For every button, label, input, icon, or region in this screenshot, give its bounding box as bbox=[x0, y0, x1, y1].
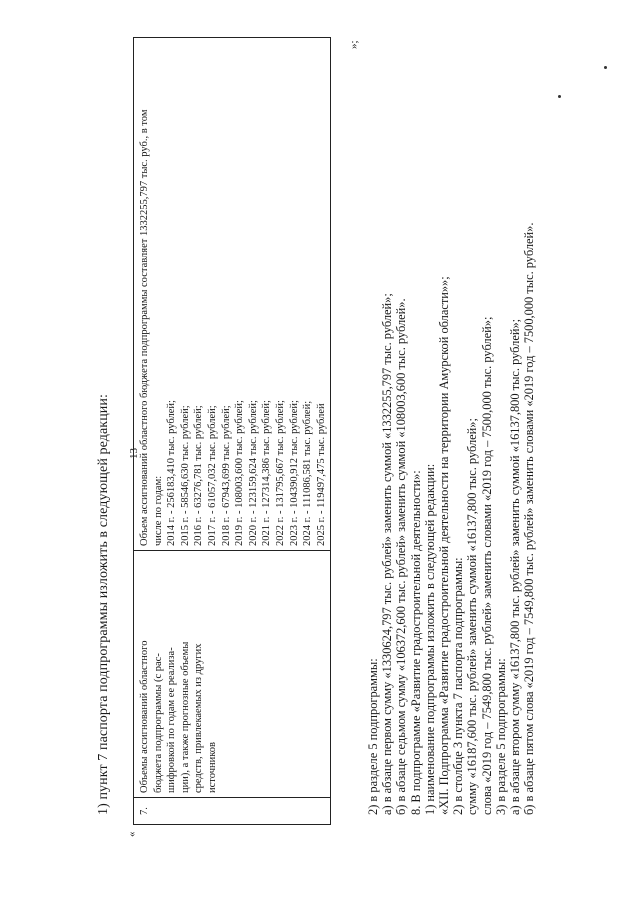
body-line: 1) наименование подпрограммы изложить в следующей редакции: bbox=[422, 463, 437, 815]
row-number-cell bbox=[134, 798, 331, 825]
funding-line: 2024 г. - 111086,581 тыс. рублей; bbox=[302, 400, 314, 546]
funding-cell bbox=[134, 38, 331, 551]
funding-line: 2022 г. - 131795,667 тыс. рублей; bbox=[274, 400, 286, 546]
funding-line: Объем ассигнований областного бюджета подпрограммы составляет 1332255,797 тыс. руб., в том bbox=[139, 109, 150, 546]
funding-line: 2016 г. - 63276,781 тыс. рублей; bbox=[193, 405, 205, 546]
body-line: а) в абзаце первом сумму «1330624,797 тыс. рублей» заменить суммой «1332255,797 тыс. рублей»; bbox=[380, 293, 395, 815]
section-heading: 1) пункт 7 паспорта подпрограммы изложить в следующей редакции: bbox=[96, 394, 111, 815]
description-cell bbox=[134, 551, 331, 798]
body-line: слова «2019 год – 7549,800 тыс. рублей» заменить словами «2019 год – 7500,000 тыс. рублей»; bbox=[479, 316, 494, 815]
funding-line: 2019 г. - 108003,600 тыс. рублей; bbox=[234, 400, 246, 546]
close-quote-mark: »; bbox=[348, 40, 360, 49]
open-quote-mark: « bbox=[126, 831, 138, 837]
body-line: сумму «16187,600 тыс. рублей» заменить суммой «16137,800 тыс. рублей»; bbox=[465, 418, 480, 815]
body-line: «XII. Подпрограмма «Развитие градостроительной деятельности на территории Амурской области»»; bbox=[437, 276, 452, 815]
table-row bbox=[134, 38, 331, 825]
body-line: а) в абзаце втором сумму «16137,800 тыс. рублей» заменить суммой «16137,800 тыс. рублей»; bbox=[508, 318, 523, 815]
page-number: 13 bbox=[128, 448, 140, 459]
description-line: Объемы ассигнований областного bbox=[139, 640, 150, 793]
body-line: 2) в столбце 3 пункта 7 паспорта подпрограммы: bbox=[451, 557, 466, 815]
description-line: источников bbox=[206, 741, 218, 793]
description-line: средств, привлекаемых из других bbox=[193, 643, 205, 793]
scan-speck bbox=[604, 66, 607, 69]
body-line: б) в абзаце пятом слова «2019 год – 7549,800 тыс. рублей» заменить словами «2019 год – 7500,000 тыс. рублей». bbox=[522, 222, 537, 815]
body-line: 8. В подпрограмме «Развитие градостроительной деятельности»: bbox=[408, 470, 423, 815]
funding-line: 2015 г. - 58546,630 тыс. рублей; bbox=[179, 405, 191, 546]
row-number: 7. bbox=[139, 807, 150, 815]
funding-line: 2020 г. - 123159,624 тыс. рублей; bbox=[247, 400, 259, 546]
funding-line: 2017 г. - 61057,032 тыс. рублей; bbox=[206, 405, 218, 546]
passport-table bbox=[133, 37, 331, 825]
body-line: 3) в разделе 5 подпрограммы: bbox=[493, 658, 508, 815]
funding-line: числе по годам: bbox=[152, 475, 164, 546]
funding-line: 2018 г. - 67943,699 тыс. рублей; bbox=[220, 405, 232, 546]
funding-line: 2021 г. - 127314,386 тыс. рублей; bbox=[261, 400, 273, 546]
body-line: б) в абзаце седьмом сумму «106372,600 тыс. рублей» заменить суммой «108003,600 тыс. рублей». bbox=[394, 298, 409, 815]
amendment-text bbox=[366, 25, 536, 815]
scan-speck bbox=[558, 95, 561, 98]
funding-line: 2025 г. - 119497,475 тыс. рублей bbox=[315, 403, 327, 546]
description-line: шифровкой по годам ее реализа- bbox=[166, 647, 178, 793]
funding-line: 2014 г. - 256183,410 тыс. рублей; bbox=[166, 400, 178, 546]
description-line: бюджета подпрограммы (с рас- bbox=[152, 653, 164, 793]
body-line: 2) в разделе 5 подпрограммы: bbox=[366, 658, 380, 815]
description-line: ции), а также прогнозные объемы bbox=[179, 641, 191, 793]
funding-line: 2023 г. - 104390,912 тыс. рублей; bbox=[288, 400, 300, 546]
